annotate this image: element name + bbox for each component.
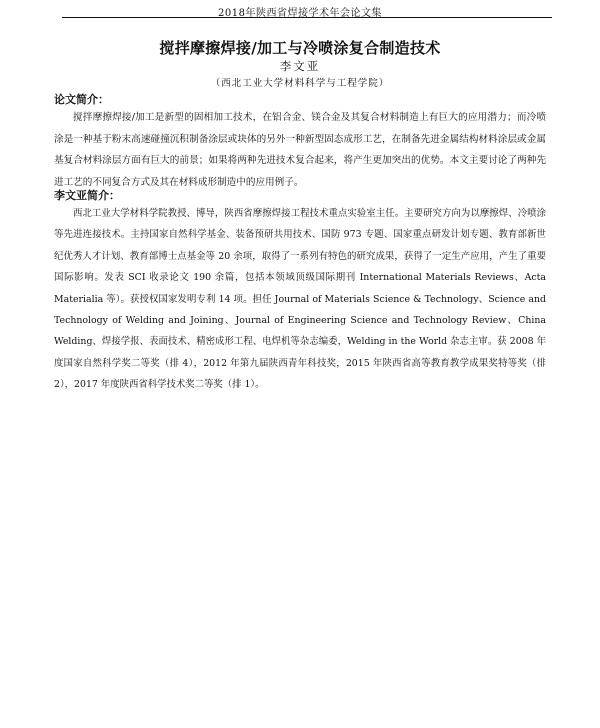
author-name: 李文亚 [279,59,321,73]
paper-title: 搅拌摩擦焊接/加工与冷喷涂复合制造技术 [159,39,441,57]
abstract-paragraph: 搅拌摩擦焊接/加工是新型的固相加工技术，在铝合金、镁合金及其复合材料制造上有巨大的应用潜力；而冷喷涂是一种基于粉末高速碰撞沉积制备涂层或块体的另外一种新型固态成形工艺，在制备先进金属结构材料涂层或金属基复合材料涂层方面有巨大的前景；如果将两种先进技术复合起来，将产生更加突出的优势。本文主要讨论了两种先进工艺的不同复合方式及其在材料成形制造中的应用例子。 [54,112,546,188]
running-head: 2018年陕西省焊接学术年会论文集 [218,8,382,19]
author-affiliation: （西北工业大学材料科学与工程学院） [210,78,390,89]
header-rule [62,17,552,18]
abstract-heading: 论文简介： [54,93,109,106]
biography-paragraph: 西北工业大学材料学院教授、博导，陕西省摩擦焊接工程技术重点实验室主任。主要研究方向为以摩擦焊、冷喷涂等先进连接技术。主持国家自然科学基金、装备预研共用技术、国防 973 专题、国家重点研发计划专题、教育部新世纪优秀人才计划、教育部博士点基金等 20 余项，取得了一系列有特色的研究成果，获得了一定生产应用，产生了重要国际影响。发表 SCI 收录论文 190 余篇，包括本领域顶级国际期刊 International Materials Reviews、Acta Materialia 等）。获授权国家发明专利 14 项。担任 Journal of Materials Science & Technology、Science and Technology of Welding and Joining、Journal of Engineering Science and Technology Review、China Welding、焊接学报、表面技术、精密成形工程、电焊机等杂志编委，Welding in the World 杂志主审。获 2008 年度国家自然科学奖二等奖（排 4），2012 年第九届陕西青年科技奖，2015 年陕西省高等教育教学成果奖特等奖（排 2），2017 年度陕西省科学技术奖二等奖（排 1）。 [54,208,546,391]
biography-heading: 李文亚简介： [54,189,120,202]
